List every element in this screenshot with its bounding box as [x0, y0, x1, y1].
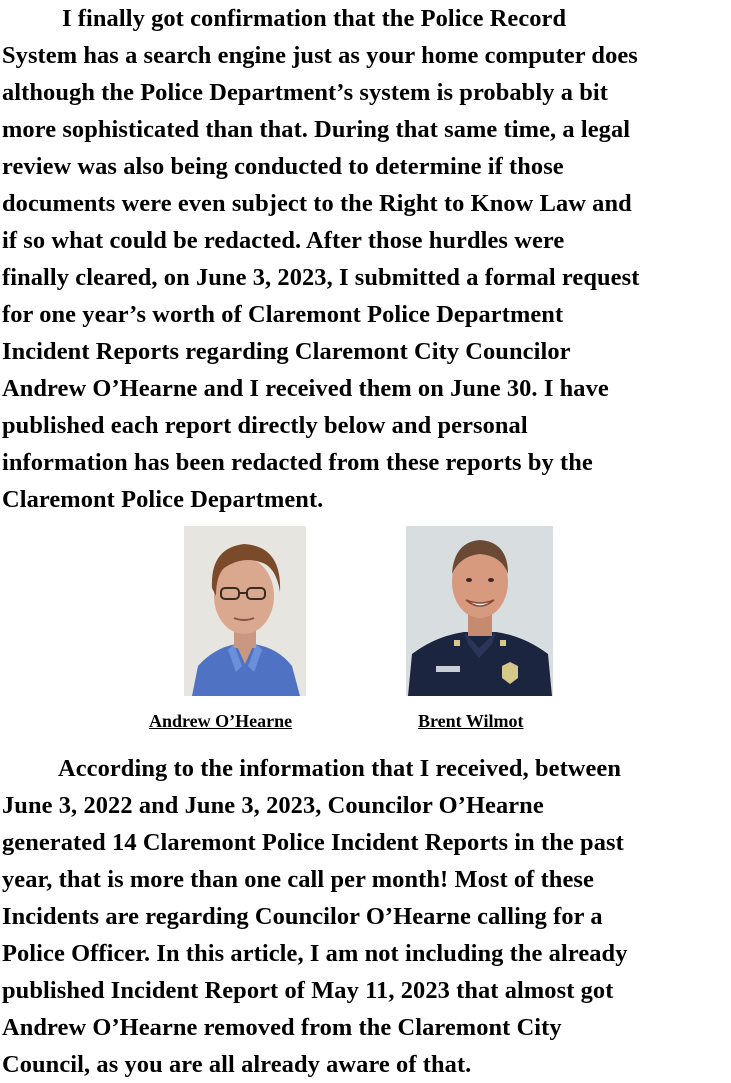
paragraph-line: finally cleared, on June 3, 2023, I submitted a formal request — [2, 264, 640, 291]
paragraph-line: documents were even subject to the Right to Know Law and — [2, 190, 632, 217]
paragraph-line: Andrew O’Hearne removed from the Claremont City — [2, 1014, 562, 1041]
paragraph-line: Claremont Police Department. — [2, 486, 324, 513]
paragraph-line: information has been redacted from these reports by the — [2, 449, 593, 476]
article-paragraph-1 — [2, 0, 731, 518]
paragraph-line: year, that is more than one call per month! Most of these — [2, 866, 594, 893]
paragraph-line: Andrew O’Hearne and I received them on June 30. I have — [2, 375, 609, 402]
paragraph-line: System has a search engine just as your home computer does — [2, 42, 638, 69]
paragraph-line: if so what could be redacted. After those hurdles were — [2, 227, 565, 254]
paragraph-line: June 3, 2022 and June 3, 2023, Councilor O’Hearne — [2, 792, 544, 819]
article-paragraph-2 — [2, 750, 731, 1083]
paragraph-line: review was also being conducted to determine if those — [2, 153, 564, 180]
photo-caption-right: Brent Wilmot — [418, 711, 524, 731]
paragraph-line: Incident Reports regarding Claremont City Councilor — [2, 338, 571, 365]
paragraph-line: published Incident Report of May 11, 2023 that almost got — [2, 977, 614, 1004]
paragraph-line: I finally got confirmation that the Police Record — [62, 5, 567, 32]
paragraph-line: although the Police Department’s system is probably a bit — [2, 79, 608, 106]
paragraph-line: Incidents are regarding Councilor O’Hearne calling for a — [2, 903, 603, 930]
paragraph-line: generated 14 Claremont Police Incident Reports in the past — [2, 829, 624, 856]
photo-caption-left: Andrew O’Hearne — [149, 711, 293, 731]
paragraph-line: According to the information that I received, between — [58, 755, 622, 782]
portrait-brent-wilmot — [406, 526, 553, 696]
paragraph-line: published each report directly below and personal — [2, 412, 528, 439]
paragraph-line: Police Officer. In this article, I am not including the already — [2, 940, 628, 967]
paragraph-line: Council, as you are all already aware of that. — [2, 1051, 472, 1078]
paragraph-line: for one year’s worth of Claremont Police Department — [2, 301, 564, 328]
portrait-andrew-ohearne — [184, 526, 306, 696]
paragraph-line: more sophisticated than that. During that same time, a legal — [2, 116, 631, 143]
